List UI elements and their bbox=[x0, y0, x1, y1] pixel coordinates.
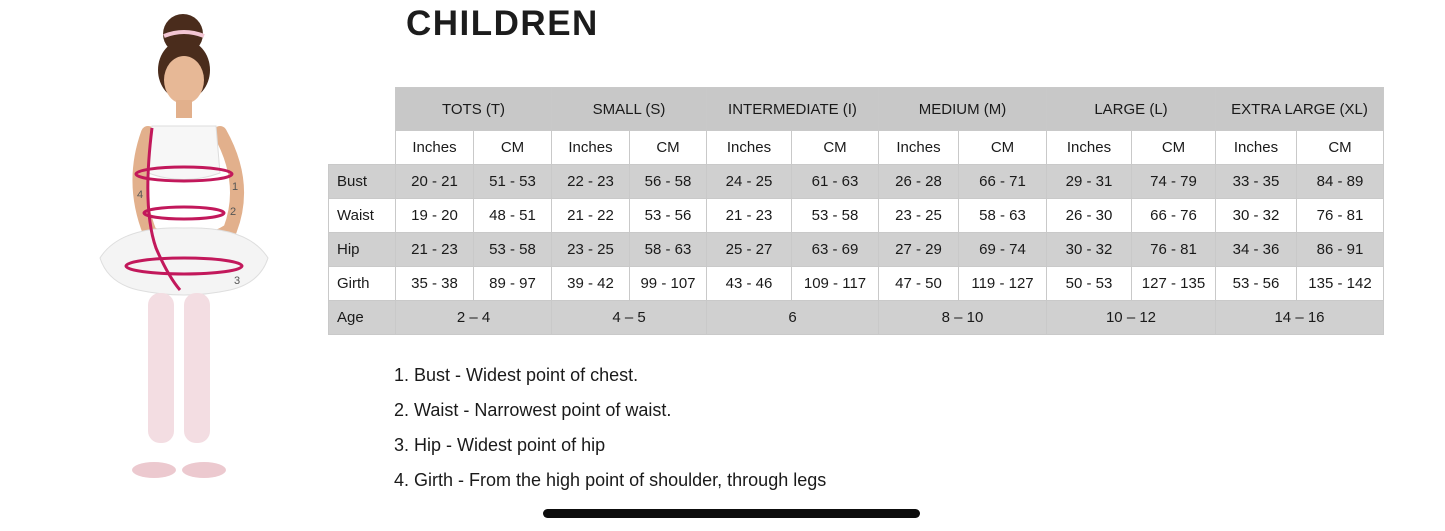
measurement-cell: 34 - 36 bbox=[1216, 233, 1297, 267]
measurement-cell: 39 - 42 bbox=[552, 267, 630, 301]
measurement-cell: 53 - 58 bbox=[474, 233, 552, 267]
row-label: Hip bbox=[329, 233, 396, 267]
measurement-cell: 48 - 51 bbox=[474, 199, 552, 233]
marker-2: 2 bbox=[230, 206, 237, 218]
measurement-cell: 19 - 20 bbox=[396, 199, 474, 233]
measurement-cell: 23 - 25 bbox=[879, 199, 959, 233]
group-large: LARGE (L) bbox=[1047, 88, 1216, 131]
age-cell: 6 bbox=[707, 301, 879, 335]
measurement-cell: 61 - 63 bbox=[792, 165, 879, 199]
measurement-cell: 27 - 29 bbox=[879, 233, 959, 267]
measurement-row-girth bbox=[329, 267, 1384, 301]
unit-inches: Inches bbox=[1216, 131, 1297, 165]
measurement-cell: 26 - 30 bbox=[1047, 199, 1132, 233]
left-shoe bbox=[132, 462, 176, 478]
right-leg bbox=[184, 293, 210, 443]
row-label-age: Age bbox=[329, 301, 396, 335]
measurement-definitions bbox=[394, 358, 826, 498]
neck bbox=[176, 100, 192, 118]
measurement-cell: 50 - 53 bbox=[1047, 267, 1132, 301]
child-measurement-figure bbox=[80, 8, 280, 488]
measurement-cell: 30 - 32 bbox=[1047, 233, 1132, 267]
measurement-cell: 84 - 89 bbox=[1297, 165, 1384, 199]
age-cell: 2 – 4 bbox=[396, 301, 552, 335]
measurement-cell: 89 - 97 bbox=[474, 267, 552, 301]
measurement-cell: 22 - 23 bbox=[552, 165, 630, 199]
age-row bbox=[329, 301, 1384, 335]
group-tots: TOTS (T) bbox=[396, 88, 552, 131]
measurement-cell: 74 - 79 bbox=[1132, 165, 1216, 199]
size-chart-table bbox=[328, 87, 1384, 335]
age-cell: 8 – 10 bbox=[879, 301, 1047, 335]
group-intermediate: INTERMEDIATE (I) bbox=[707, 88, 879, 131]
unit-cm: CM bbox=[959, 131, 1047, 165]
unit-inches: Inches bbox=[1047, 131, 1132, 165]
row-label: Waist bbox=[329, 199, 396, 233]
waist-line bbox=[144, 207, 224, 219]
measurement-cell: 127 - 135 bbox=[1132, 267, 1216, 301]
measurement-row-bust bbox=[329, 165, 1384, 199]
measurement-cell: 58 - 63 bbox=[959, 199, 1047, 233]
home-indicator-bar[interactable] bbox=[543, 509, 920, 518]
measurement-cell: 63 - 69 bbox=[792, 233, 879, 267]
size-group-header-row bbox=[329, 88, 1384, 131]
page-title: CHILDREN bbox=[406, 4, 599, 43]
unit-cm: CM bbox=[1132, 131, 1216, 165]
measurement-cell: 29 - 31 bbox=[1047, 165, 1132, 199]
measurement-rows bbox=[329, 165, 1384, 301]
measurement-cell: 47 - 50 bbox=[879, 267, 959, 301]
measurement-cell: 25 - 27 bbox=[707, 233, 792, 267]
unit-cm: CM bbox=[1297, 131, 1384, 165]
unit-cm: CM bbox=[792, 131, 879, 165]
left-leg bbox=[148, 293, 174, 443]
measurement-row-waist bbox=[329, 199, 1384, 233]
face bbox=[164, 56, 204, 104]
measurement-cell: 66 - 76 bbox=[1132, 199, 1216, 233]
definition-girth: 4. Girth - From the high point of shoulder, through legs bbox=[394, 470, 827, 490]
tutu bbox=[100, 228, 268, 295]
measurement-cell: 53 - 58 bbox=[792, 199, 879, 233]
unit-inches: Inches bbox=[707, 131, 792, 165]
marker-3: 3 bbox=[234, 275, 241, 287]
definition-hip: 3. Hip - Widest point of hip bbox=[394, 435, 606, 455]
measurement-cell: 43 - 46 bbox=[707, 267, 792, 301]
measurement-cell: 56 - 58 bbox=[630, 165, 707, 199]
age-cell: 14 – 16 bbox=[1216, 301, 1384, 335]
measurement-cell: 69 - 74 bbox=[959, 233, 1047, 267]
measurement-cell: 135 - 142 bbox=[1297, 267, 1384, 301]
measurement-cell: 21 - 23 bbox=[396, 233, 474, 267]
unit-header-row bbox=[329, 131, 1384, 165]
measurement-cell: 33 - 35 bbox=[1216, 165, 1297, 199]
measurement-cell: 86 - 91 bbox=[1297, 233, 1384, 267]
measurement-cell: 30 - 32 bbox=[1216, 199, 1297, 233]
row-label: Bust bbox=[329, 165, 396, 199]
measurement-cell: 76 - 81 bbox=[1297, 199, 1384, 233]
leotard bbox=[148, 126, 220, 180]
group-extra-large: EXTRA LARGE (XL) bbox=[1216, 88, 1384, 131]
measurement-cell: 51 - 53 bbox=[474, 165, 552, 199]
measurement-cell: 58 - 63 bbox=[630, 233, 707, 267]
measurement-cell: 76 - 81 bbox=[1132, 233, 1216, 267]
measurement-cell: 21 - 22 bbox=[552, 199, 630, 233]
measurement-cell: 119 - 127 bbox=[959, 267, 1047, 301]
marker-4: 4 bbox=[137, 189, 144, 201]
measurement-cell: 26 - 28 bbox=[879, 165, 959, 199]
measurement-cell: 66 - 71 bbox=[959, 165, 1047, 199]
group-medium: MEDIUM (M) bbox=[879, 88, 1047, 131]
measurement-cell: 23 - 25 bbox=[552, 233, 630, 267]
measurement-cell: 24 - 25 bbox=[707, 165, 792, 199]
marker-1: 1 bbox=[232, 181, 239, 193]
measurement-cell: 99 - 107 bbox=[630, 267, 707, 301]
empty-corner bbox=[329, 88, 396, 131]
unit-inches: Inches bbox=[552, 131, 630, 165]
age-cell: 10 – 12 bbox=[1047, 301, 1216, 335]
unit-inches: Inches bbox=[879, 131, 959, 165]
unit-cm: CM bbox=[630, 131, 707, 165]
measurement-cell: 21 - 23 bbox=[707, 199, 792, 233]
right-shoe bbox=[182, 462, 226, 478]
definition-waist: 2. Waist - Narrowest point of waist. bbox=[394, 400, 672, 420]
group-small: SMALL (S) bbox=[552, 88, 707, 131]
empty-corner bbox=[329, 131, 396, 165]
measurement-cell: 109 - 117 bbox=[792, 267, 879, 301]
measurement-cell: 53 - 56 bbox=[630, 199, 707, 233]
measurement-row-hip bbox=[329, 233, 1384, 267]
measurement-cell: 20 - 21 bbox=[396, 165, 474, 199]
unit-cm: CM bbox=[474, 131, 552, 165]
measurement-cell: 35 - 38 bbox=[396, 267, 474, 301]
definition-bust: 1. Bust - Widest point of chest. bbox=[394, 365, 639, 385]
age-cell: 4 – 5 bbox=[552, 301, 707, 335]
unit-inches: Inches bbox=[396, 131, 474, 165]
measurement-cell: 53 - 56 bbox=[1216, 267, 1297, 301]
row-label: Girth bbox=[329, 267, 396, 301]
